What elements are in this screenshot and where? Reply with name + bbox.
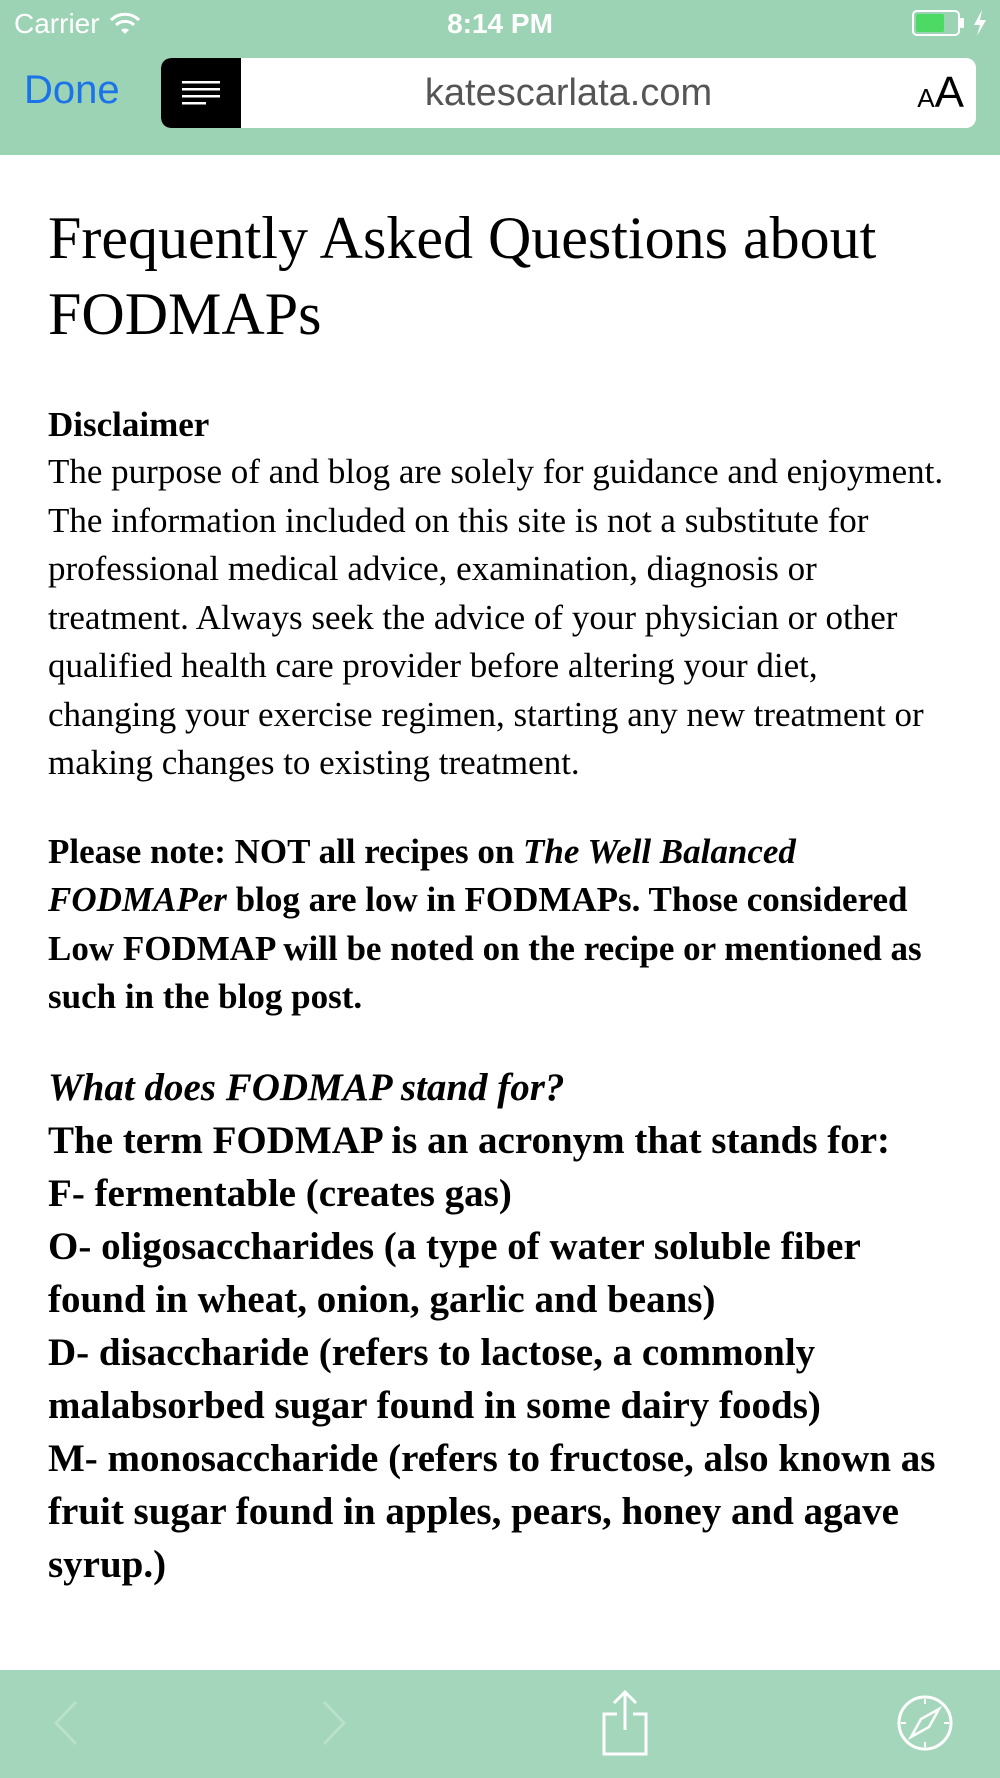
done-button[interactable]: Done [24, 68, 120, 112]
reader-view-button[interactable] [161, 58, 241, 128]
url-text[interactable]: katescarlata.com [424, 72, 713, 114]
safari-button[interactable] [890, 1688, 960, 1758]
text-size-small-a: A [917, 83, 935, 113]
faq-question: What does FODMAP stand for? [48, 1065, 565, 1109]
page-title: Frequently Asked Questions about FODMAPs [48, 205, 877, 347]
share-icon [600, 1688, 650, 1758]
carrier-label: Carrier [14, 8, 100, 39]
forward-button[interactable] [310, 1688, 360, 1758]
charging-bolt-icon [972, 10, 988, 36]
answer-item-f: F- fermentable (creates gas) [48, 1171, 512, 1215]
answer-intro: The term FODMAP is an acronym that stands for: [48, 1118, 891, 1162]
answer-item-o: O- oligosaccharides (a type of water soluble fiber found in wheat, onion, garlic and beans) [48, 1224, 861, 1321]
note-blog-name: The Well Balanced FODMAPer [48, 831, 796, 919]
back-icon [50, 1698, 80, 1748]
faq-answer [48, 1114, 948, 1591]
recipe-note [48, 828, 948, 1022]
battery-icon [912, 10, 966, 36]
browser-chrome [0, 0, 1000, 155]
note-prefix: Please note: NOT all recipes on [48, 831, 524, 871]
share-button[interactable] [595, 1688, 655, 1758]
battery-group [912, 10, 988, 36]
status-time: 8:14 PM [447, 8, 553, 39]
answer-item-m: M- monosaccharide (refers to fructose, also known as fruit sugar found in apples, pears, honey and agave syrup.) [48, 1436, 936, 1586]
reader-article [48, 200, 948, 1591]
safari-compass-icon [895, 1693, 955, 1753]
text-size-large-a: A [934, 68, 964, 117]
note-suffix: blog are low in FODMAPs. Those considered Low FODMAP will be noted on the recipe or mentioned as such in the blog post. [48, 880, 922, 1016]
disclaimer-text: The purpose of and blog are solely for guidance and enjoyment. The information included on this site is not a substitute for professional medical advice, examination, diagnosis or treatment. Always seek the advice of your physician or other qualified health care provider before altering your diet, changing your exercise regimen, starting any new treatment or making changes to existing treatment. [48, 452, 944, 782]
bottom-toolbar [0, 1670, 1000, 1778]
forward-icon [320, 1698, 350, 1748]
back-button[interactable] [40, 1688, 90, 1758]
address-bar[interactable] [161, 58, 976, 128]
status-bar [0, 0, 1000, 50]
reader-view-icon [182, 79, 220, 107]
text-size-button[interactable] [917, 58, 964, 128]
disclaimer-heading: Disclaimer [48, 405, 210, 444]
answer-item-d: D- disaccharide (refers to lactose, a commonly malabsorbed sugar found in some dairy foods) [48, 1330, 821, 1427]
